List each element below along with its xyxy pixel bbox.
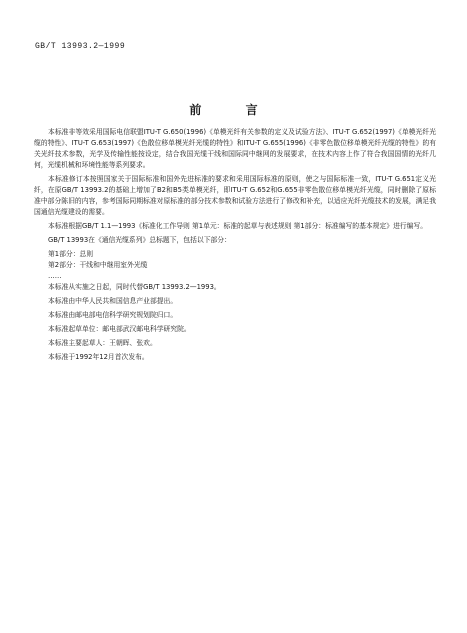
foreword-body (34, 127, 436, 366)
paragraph: 本标准非等效采用国际电信联盟ITU-T G.650(1996)《单模光纤有关参数的定义及试验方法》、ITU-T G.652(1997)《单模光纤光缆的特性》、ITU-T G.653(1997)《色散位移单模光纤光缆的特性》和ITU-T G.655(1996)《非零色散位移单模光纤光缆的特性》的有关光纤技术参数，光学及传输性能按设定，结合我国光缆干线和国际同中继网的发展要求，在技术内容上作了符合我国国情的光纤几何，光缆机械和环境性能等系列要求。 (34, 128, 436, 169)
closing-line: 本标准主要起草人：王朝晖、张欢。 (48, 339, 157, 347)
closing-line: 本标准从实施之日起，同时代替GB/T 13993.2—1993。 (48, 283, 221, 291)
list-item: 第1部分：总则 (48, 250, 94, 258)
paragraph: GB/T 13993在《通信光缆系列》总标题下，包括以下部分： (48, 236, 231, 244)
closing-line: 本标准起草单位：邮电部武汉邮电科学研究院。 (48, 325, 191, 333)
paragraph: 本标准根据GB/T 1.1—1993《标准化工作导则 第1单元：标准的起草与表述规则 第1部分：标准编写的基本规定》进行编写。 (48, 222, 428, 230)
closing-line: 本标准由邮电部电信科学研究规划院归口。 (48, 311, 178, 319)
standard-code: GB/T 13993.2—1999 (35, 42, 126, 51)
paragraph: 本标准修订本按照国家关于国际标准和国外先进标准的要求和采用国际标准的原则，使之与国际标准一致，ITU-T G.651定义光纤，在原GB/T 13993.2的基础上增加了B2和B5类单模光纤，即ITU-T G.652和G.655非零色散位移单模光纤光缆，同时删除了原标准中部分陈旧的内容，参考国际同期标准对原标准的部分技术参数和试验方法进行了修改和补充，以适应光纤光缆技术的发展，满足我国通信光缆建设的需要。 (34, 175, 436, 216)
closing-line: 本标准由中华人民共和国信息产业部提出。 (48, 297, 178, 305)
closing-line: 本标准于1992年12月首次发布。 (48, 353, 149, 361)
list-item: …… (48, 272, 62, 280)
parts-list (34, 249, 436, 282)
section-title: 前 言 (189, 103, 278, 117)
list-item: 第2部分：干线和中继用室外光缆 (48, 261, 148, 269)
